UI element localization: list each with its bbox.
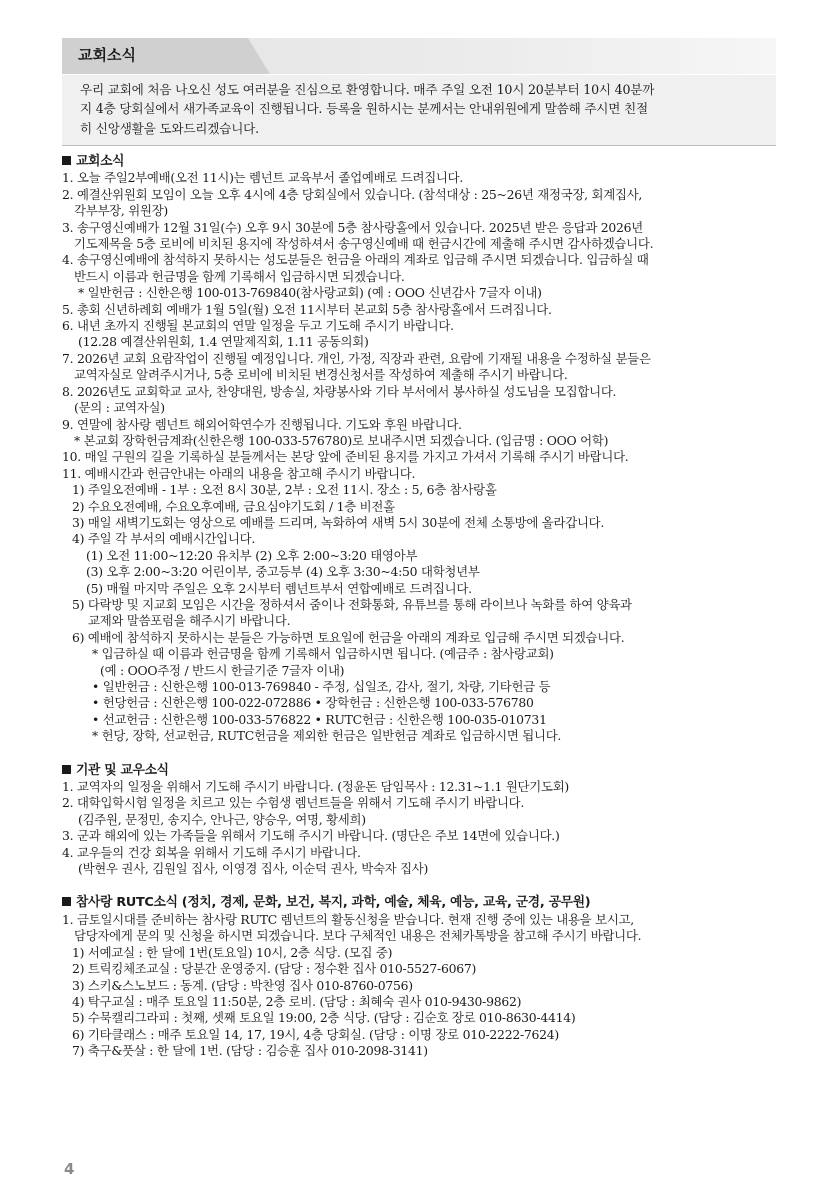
news-line: 4) 탁구교실 : 매주 토요일 11:50분, 2층 로비. (담당 : 최혜숙 권사 010-9430-9862) (72, 993, 522, 1009)
news-line: 교제와 말씀포럼을 해주시기 바랍니다. (88, 613, 291, 629)
page-title: 교회소식 (78, 46, 136, 64)
news-line: (문의 : 교역자실) (74, 400, 165, 416)
news-line: 4. 교우들의 건강 회복을 위해서 기도해 주시기 바랍니다. (62, 844, 361, 860)
news-line: 6. 내년 초까지 진행될 본교회의 연말 일정을 두고 기도해 주시기 바랍니다. (62, 318, 454, 334)
square-bullet-icon (62, 765, 71, 774)
news-line: 3. 군과 해외에 있는 가족들을 위해서 기도해 주시기 바랍니다. (명단은 주보 14면에 있습니다.) (62, 828, 560, 844)
news-line: 4. 송구영신예배에 참석하지 못하시는 성도분들은 헌금을 아래의 계좌로 입금해 주시면 되겠습니다. 입금하실 때 (62, 252, 649, 268)
news-line: (김주원, 문정민, 송지수, 안나근, 양승우, 여명, 황세희) (78, 811, 366, 827)
news-line: (1) 오전 11:00~12:20 유치부 (2) 오후 2:00~3:20 태영아부 (86, 547, 418, 563)
news-line: • 헌당헌금 : 신한은행 100-022-072886 • 장학헌금 : 신한은행 100-033-576780 (92, 695, 534, 711)
section-heading-text: 교회소식 (76, 154, 125, 169)
intro-line: 히 신앙생활을 도와드리겠습니다. (80, 120, 259, 136)
news-line: 1. 금토일시대를 준비하는 참사랑 RUTC 렘넌트의 활동신청을 받습니다. 현재 진행 중에 있는 내용을 보시고, (62, 911, 634, 927)
news-line: 각부부장, 위원장) (74, 203, 168, 219)
news-line: 6) 기타클래스 : 매주 토요일 14, 17, 19시, 4층 당회실. (담당 : 이명 장로 010-2222-7624) (72, 1026, 560, 1042)
news-line: 3) 스키&스노보드 : 동계. (담당 : 박찬영 집사 010-8760-0756) (72, 977, 413, 993)
section-heading (62, 154, 782, 170)
square-bullet-icon (62, 897, 71, 906)
section-heading (62, 763, 782, 779)
news-line: * 입금하실 때 이름과 헌금명을 함께 기록해서 입금하시면 됩니다. (예금주 : 참사랑교회) (92, 646, 554, 662)
news-line: 교역자실로 알려주시거나, 5층 로비에 비치된 변경신청서를 작성하여 제출해 주시기 바랍니다. (74, 367, 568, 383)
news-line: (예 : OOO주정 / 반드시 한글기준 7글자 이내) (100, 662, 345, 678)
news-line: 기도제목을 5층 로비에 비치된 용지에 작성하셔서 송구영신예배 때 헌금시간에 제출해 주시면 감사하겠습니다. (74, 236, 654, 252)
content-area (62, 154, 782, 1060)
news-line: 2. 대학입학시험 일정을 치르고 있는 수험생 렘넌트들을 위해서 기도해 주시기 바랍니다. (62, 795, 525, 811)
square-bullet-icon (62, 156, 71, 165)
news-line: 1) 서예교실 : 한 달에 1번(토요일) 10시, 2층 식당. (모집 중) (72, 944, 393, 960)
news-line: (12.28 예결산위원회, 1.4 연말제직회, 1.11 공동의회) (78, 334, 369, 350)
page-number: 4 (64, 1160, 75, 1178)
news-line: 7) 축구&풋살 : 한 달에 1번. (담당 : 김승훈 집사 010-2098-3141) (72, 1043, 428, 1059)
news-line: 5. 총회 신년하례회 예배가 1월 5일(월) 오전 11시부터 본교회 5층 참사랑홀에서 드려집니다. (62, 301, 552, 317)
news-line: 5) 다락방 및 지교회 모임은 시간을 정하셔서 줌이나 전화통화, 유튜브를 통해 라이브나 녹화를 하여 양육과 (72, 596, 632, 612)
news-line: 3) 매일 새벽기도회는 영상으로 예배를 드리며, 녹화하여 새벽 5시 30분에 전체 소통방에 올라갑니다. (72, 514, 605, 530)
news-line: 1. 오늘 주일2부예배(오전 11시)는 렘넌트 교육부서 졸업예배로 드려집니다. (62, 170, 464, 186)
news-line: 1) 주일오전예배 - 1부 : 오전 8시 30분, 2부 : 오전 11시. 장소 : 5, 6층 참사랑홀 (72, 482, 497, 498)
news-section (62, 763, 782, 878)
news-line: 4) 주일 각 부서의 예배시간입니다. (72, 531, 256, 547)
news-line: 3. 송구영신예배가 12월 31일(수) 오후 9시 30분에 5층 참사랑홀에서 있습니다. 2025년 받은 응답과 2026년 (62, 219, 644, 235)
news-line: 8. 2026년도 교회학교 교사, 찬양대원, 방송실, 차량봉사와 기타 부서에서 봉사하실 성도님을 모집합니다. (62, 383, 617, 399)
news-line: 10. 매일 구원의 길을 기록하실 분들께서는 본당 앞에 준비된 용지를 가지고 가셔서 기록해 주시기 바랍니다. (62, 449, 629, 465)
news-line: 1. 교역자의 일정을 위해서 기도해 주시기 바랍니다. (정윤돈 담임목사 : 12.31~1.1 원단기도회) (62, 779, 570, 795)
intro-box (62, 75, 776, 146)
section-heading-text: 기관 및 교우소식 (76, 762, 169, 778)
news-line: * 헌당, 장학, 선교헌금, RUTC헌금을 제외한 헌금은 일반헌금 계좌로 입금하시면 됩니다. (92, 728, 562, 744)
news-line: 반드시 이름과 헌금명을 함께 기록해서 입금하시면 되겠습니다. (74, 268, 405, 284)
intro-line: 지 4층 당회실에서 새가족교육이 진행됩니다. 등록을 원하시는 분께서는 안내위원에게 말씀해 주시면 친절 (80, 101, 648, 117)
news-line: (3) 오후 2:00~3:20 어린이부, 중고등부 (4) 오후 3:30~4:50 대학청년부 (86, 564, 480, 580)
news-line: 2) 트릭킹체조교실 : 당분간 운영중지. (담당 : 정수환 집사 010-5527-6067) (72, 961, 477, 977)
news-line: 9. 연말에 참사랑 렘넌트 해외어학연수가 진행됩니다. 기도와 후원 바랍니다. (62, 416, 462, 432)
news-line: 6) 예배에 참석하지 못하시는 분들은 가능하면 토요일에 헌금을 아래의 계좌로 입금해 주시면 되겠습니다. (72, 629, 625, 645)
news-line: (박현우 권사, 김원일 집사, 이영경 집사, 이순덕 권사, 박숙자 집사) (78, 861, 429, 877)
section-heading-text: 참사랑 RUTC소식 (정치, 경제, 문화, 보건, 복지, 과학, 예술, 체육, 예능, 교육, 군경, 공무원) (76, 895, 591, 911)
news-line: 11. 예배시간과 헌금안내는 아래의 내용을 참고해 주시기 바랍니다. (62, 465, 416, 481)
news-line: * 본교회 장학헌금계좌(신한은행 100-033-576780)로 보내주시면 되겠습니다. (입금명 : OOO 어학) (74, 432, 609, 448)
news-line: • 선교헌금 : 신한은행 100-033-576822 • RUTC헌금 : 신한은행 100-035-010731 (92, 711, 547, 727)
news-line: • 일반헌금 : 신한은행 100-013-769840 - 주정, 십일조, 감사, 절기, 차량, 기타헌금 등 (92, 679, 551, 694)
section-heading (62, 895, 782, 911)
news-line: (5) 매월 마지막 주일은 오후 2시부터 렘넌트부서 연합예배로 드려집니다. (86, 580, 472, 596)
news-section (62, 154, 782, 745)
news-line: 담당자에게 문의 및 신청을 하시면 되겠습니다. 보다 구체적인 내용은 전체카톡방을 참고해 주시기 바랍니다. (74, 928, 642, 944)
news-line: 2) 수요오전예배, 수요오후예배, 금요심야기도회 / 1층 비전홀 (72, 498, 395, 514)
news-line: * 일반헌금 : 신한은행 100-013-769840(참사랑교회) (예 : OOO 신년감사 7글자 이내) (78, 285, 542, 301)
news-line: 5) 수묵캘리그라피 : 첫째, 셋째 토요일 19:00, 2층 식당. (담당 : 김순호 장로 010-8630-4414) (72, 1010, 576, 1026)
news-line: 7. 2026년 교회 요람작업이 진행될 예정입니다. 개인, 가정, 직장과 관련, 요람에 기재될 내용을 수정하실 분들은 (62, 350, 651, 366)
news-section (62, 895, 782, 1059)
news-line: 2. 예결산위원회 모임이 오늘 오후 4시에 4층 당회실에서 있습니다. (참석대상 : 25~26년 재정국장, 회계집사, (62, 186, 643, 202)
intro-line: 우리 교회에 처음 나오신 성도 여러분을 진심으로 환영합니다. 매주 주일 오전 10시 20분부터 10시 40분까 (80, 82, 655, 97)
